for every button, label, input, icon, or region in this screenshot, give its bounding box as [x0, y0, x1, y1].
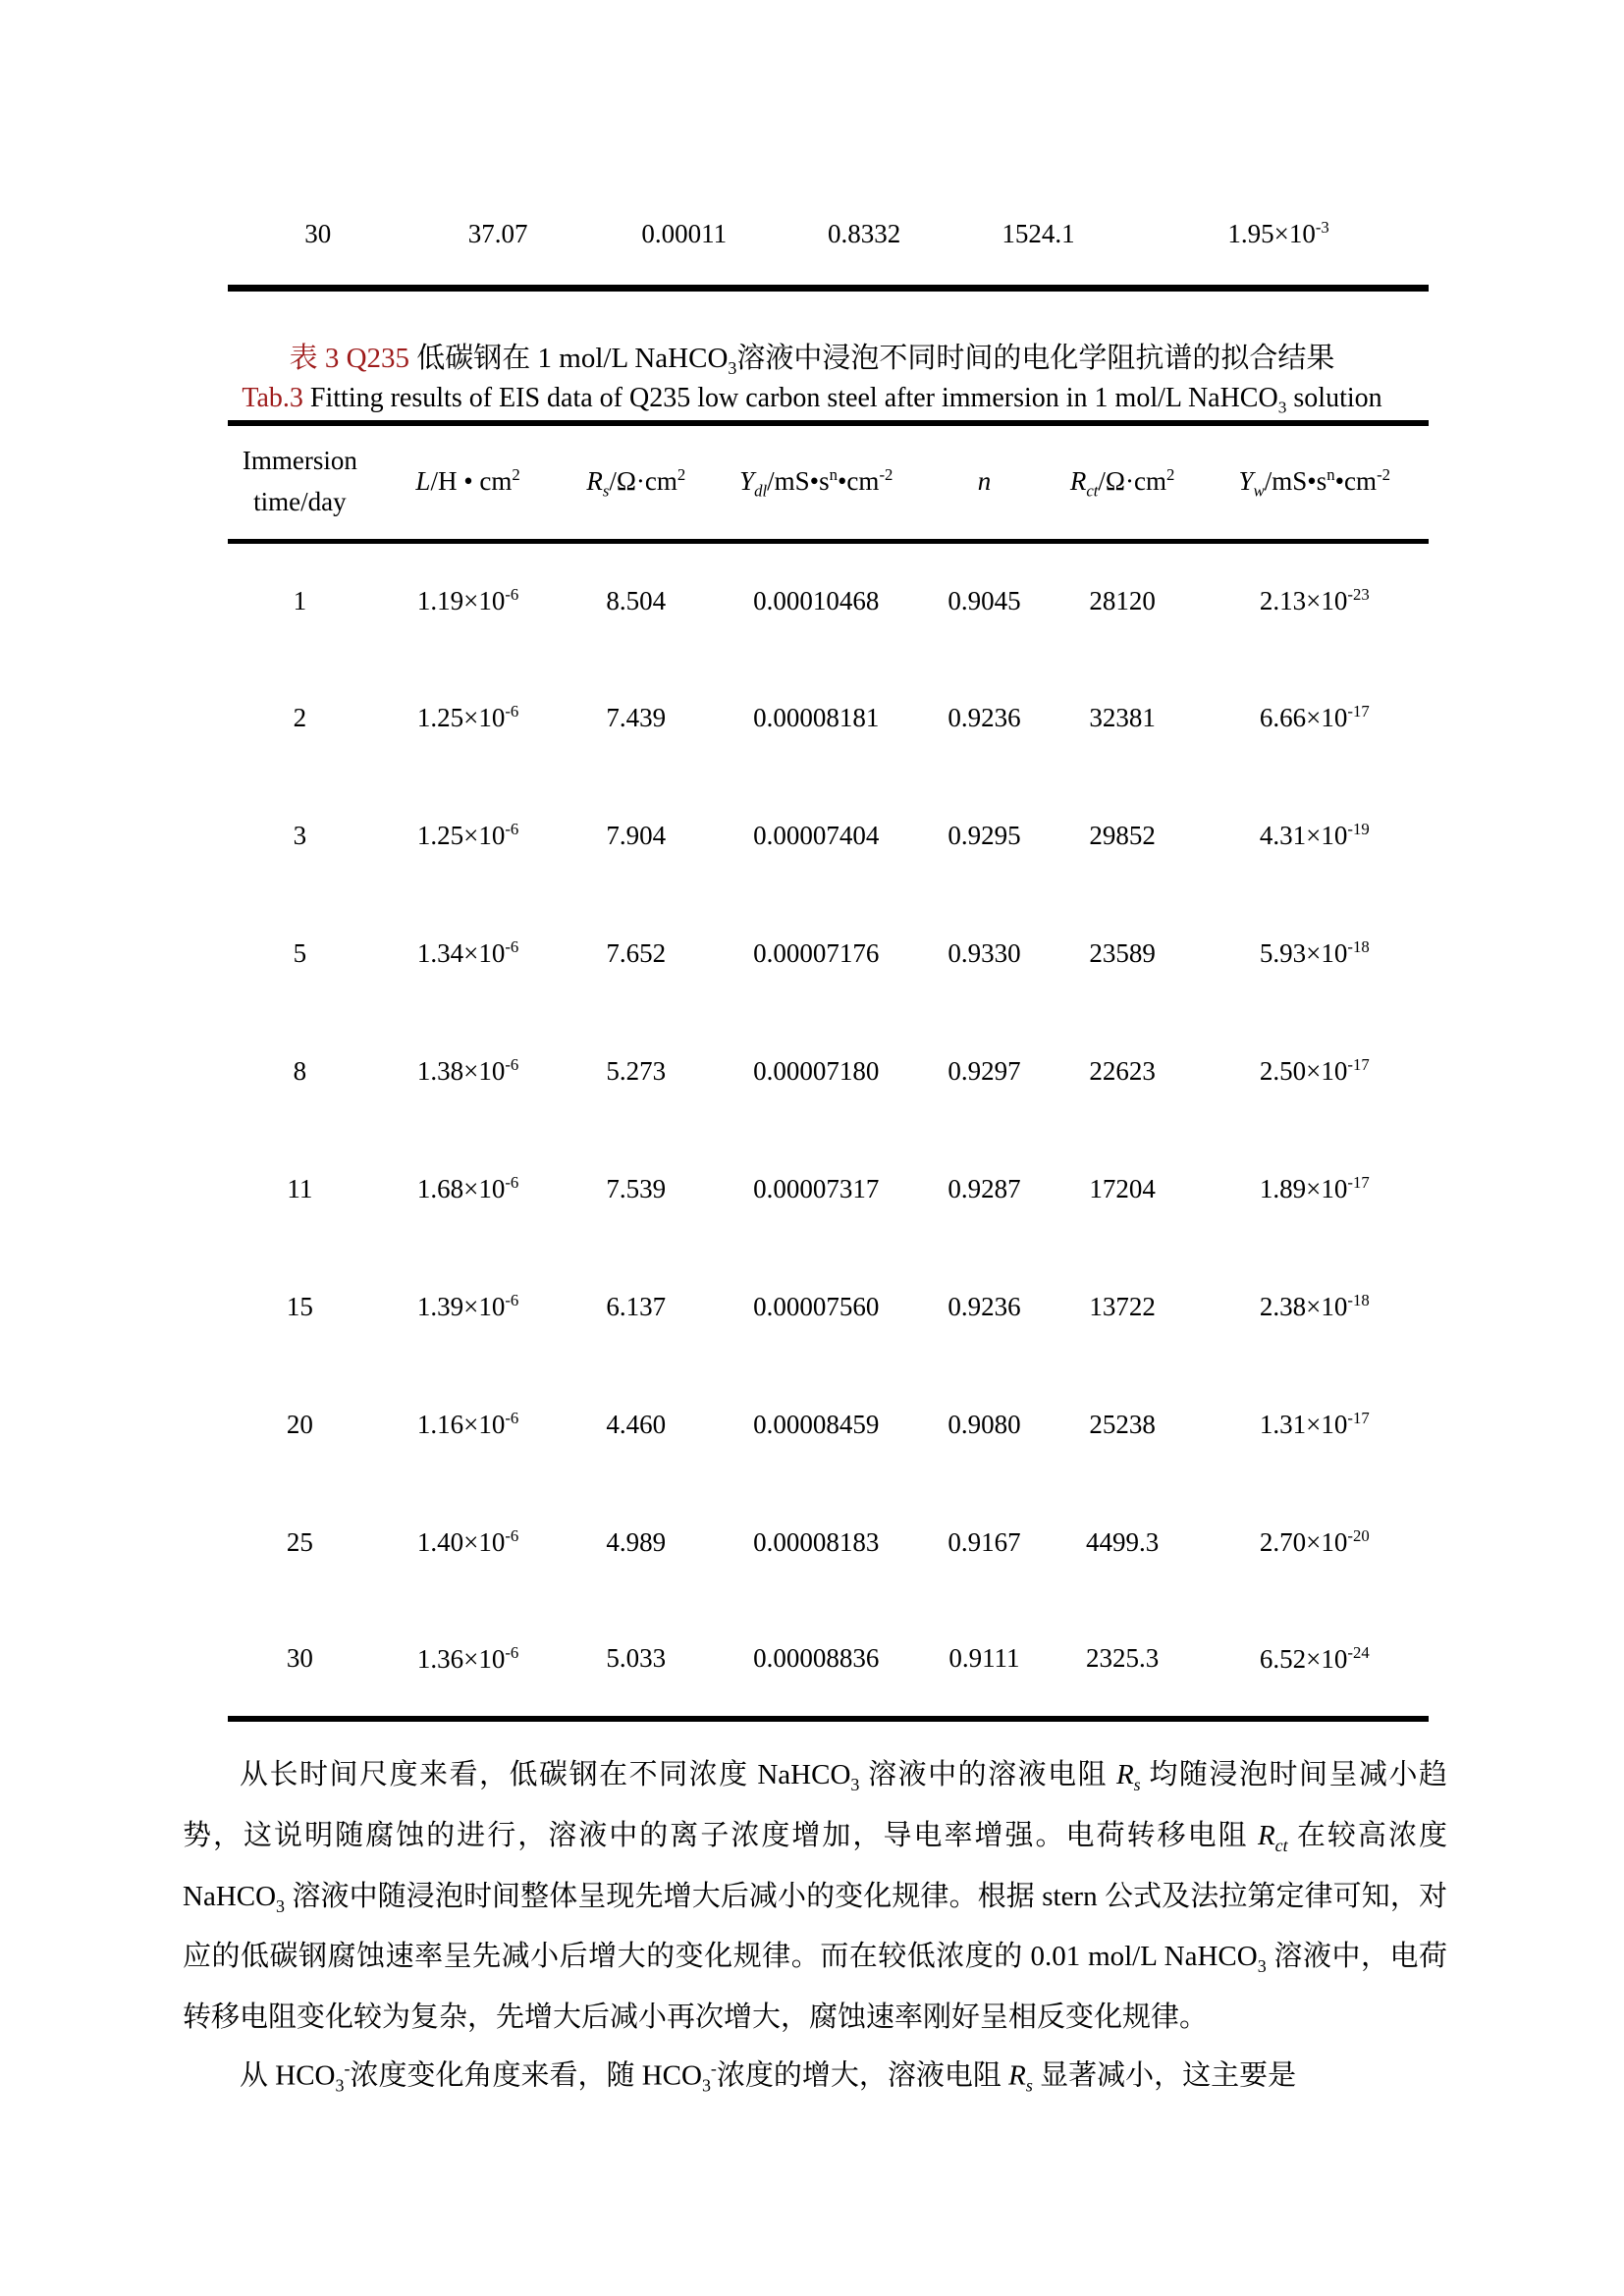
text-segment: 1.25×10 [416, 703, 506, 732]
text-segment: 0.00011 [641, 218, 728, 248]
text-segment: 1.34×10 [416, 938, 506, 968]
text-segment: 11 [287, 1173, 313, 1203]
table-cell [708, 1130, 924, 1248]
text-segment: time/day [253, 487, 347, 517]
text-segment: 7.439 [606, 702, 667, 732]
text-segment: 0.00007317 [753, 1173, 880, 1203]
text-segment: 0.00008459 [753, 1409, 880, 1439]
text-segment: 0.9045 [947, 585, 1021, 615]
text-segment: 2.50×10 [1259, 1056, 1348, 1086]
table-cell [924, 541, 1044, 659]
text-segment: 32381 [1089, 702, 1156, 732]
table-cell [372, 1012, 565, 1130]
text-segment: 2325.3 [1085, 1643, 1160, 1673]
text-segment: 25 [286, 1526, 313, 1557]
text-segment: 1.36×10 [416, 1643, 506, 1674]
text-segment: R [1069, 465, 1087, 496]
text-segment: R [586, 465, 603, 496]
table-cell [708, 1601, 924, 1719]
table-caption-english [0, 383, 1624, 418]
text-segment: 1.39×10 [416, 1292, 506, 1321]
text-segment: n [977, 466, 992, 497]
table-cell [1045, 1248, 1201, 1365]
text-segment: -6 [505, 1173, 519, 1192]
text-segment: -6 [505, 820, 519, 838]
header-solution-resistance [564, 423, 708, 541]
text-segment: L [415, 466, 431, 497]
table-cell [924, 1601, 1044, 1719]
table-row [228, 1365, 1429, 1483]
text-segment: 30 [286, 1643, 313, 1673]
text-segment: 7.539 [606, 1173, 667, 1203]
text-segment: 0.9167 [947, 1526, 1021, 1557]
table-cell [924, 1130, 1044, 1248]
table-cell [708, 894, 924, 1012]
text-segment: 3 [1277, 398, 1287, 417]
text-segment: 4.31×10 [1259, 821, 1348, 850]
text-segment: 低碳钢在 1 mol/L NaHCO [409, 343, 729, 374]
table-cell [564, 1601, 708, 1719]
table-cell [1201, 1483, 1429, 1601]
table-cell [1045, 776, 1201, 894]
text-segment: 2.38×10 [1259, 1292, 1348, 1321]
table-cell [228, 1601, 372, 1719]
table-row [228, 1012, 1429, 1130]
text-segment: 2 [677, 464, 686, 484]
text-segment: 1.40×10 [416, 1527, 506, 1557]
table-cell [228, 1012, 372, 1130]
text-segment: 0.00007560 [753, 1291, 880, 1321]
table-cell [564, 1130, 708, 1248]
text-segment: s [1025, 2075, 1033, 2096]
text-segment: 0.00010468 [753, 585, 880, 615]
table-cell [372, 1601, 565, 1719]
paragraph [183, 2043, 1447, 2110]
table-cell [1045, 1483, 1201, 1601]
text-segment: 17204 [1089, 1173, 1156, 1203]
text-segment: 15 [286, 1291, 313, 1321]
text-segment: 5.033 [606, 1643, 667, 1673]
text-segment: -6 [505, 702, 519, 721]
table-cell [1201, 1601, 1429, 1719]
text-segment: 37.07 [467, 218, 528, 248]
table-cell [1045, 1012, 1201, 1130]
text-segment: -6 [505, 1291, 519, 1309]
text-segment: 1.19×10 [416, 586, 506, 616]
text-segment: 2 [293, 702, 307, 732]
text-segment: Fitting results of EIS data of Q235 low carbon steel after immersion in 1 mol/L NaHCO [302, 383, 1278, 413]
text-segment: 0.00008181 [753, 702, 880, 732]
table-cell [372, 1248, 565, 1365]
text-segment: 3 [850, 1774, 860, 1794]
text-segment: 3 [1257, 1956, 1267, 1977]
table-cell [708, 1365, 924, 1483]
table-caption-chinese [0, 336, 1624, 379]
table-cell [1045, 1601, 1201, 1719]
table-cell [1201, 1248, 1429, 1365]
text-segment: n [829, 464, 838, 484]
text-segment: /mS•s [767, 465, 830, 496]
text-segment: 22623 [1089, 1055, 1156, 1086]
table-cell [1045, 659, 1201, 776]
table-cell [228, 659, 372, 776]
table-cell [1201, 659, 1429, 776]
text-segment: s [1133, 1774, 1141, 1794]
table-cell [1045, 894, 1201, 1012]
text-segment: 6.52×10 [1259, 1643, 1348, 1674]
table-cell [1201, 1365, 1429, 1483]
text-segment: -2 [879, 464, 893, 484]
table-cell [1045, 1365, 1201, 1483]
text-segment: 3 [701, 2075, 711, 2096]
text-segment: 1.68×10 [416, 1174, 506, 1203]
table-header-row [228, 423, 1429, 541]
text-segment: •cm [837, 465, 880, 496]
table-cell [372, 1365, 565, 1483]
text-segment: 5.273 [606, 1055, 667, 1086]
eis-fitting-results-table [228, 420, 1429, 1722]
previous-table-last-row [228, 214, 1429, 253]
table-cell [1201, 1012, 1429, 1130]
text-segment: -3 [1315, 218, 1329, 237]
text-segment: 从 HCO [240, 2059, 336, 2092]
text-segment: ct [1086, 480, 1099, 500]
table-cell [564, 659, 708, 776]
text-segment: -2 [1377, 464, 1391, 484]
table-cell [564, 894, 708, 1012]
text-segment: 25238 [1089, 1409, 1156, 1439]
table-cell [948, 214, 1128, 253]
table-cell [708, 1483, 924, 1601]
table-cell [372, 894, 565, 1012]
table-cell [228, 1483, 372, 1601]
table-cell [924, 894, 1044, 1012]
table-row [228, 659, 1429, 776]
text-segment: 1.95×10 [1227, 219, 1316, 248]
text-segment: 0.00007180 [753, 1055, 880, 1086]
body-text [183, 1749, 1447, 2111]
table-cell [924, 1365, 1044, 1483]
text-segment: R [1008, 2059, 1026, 2092]
table-row [228, 1130, 1429, 1248]
text-segment: solution [1286, 383, 1382, 413]
table-cell [708, 1012, 924, 1130]
text-segment: 1.16×10 [416, 1410, 506, 1439]
table-cell [1128, 214, 1429, 253]
text-segment: 1.89×10 [1259, 1174, 1348, 1203]
text-segment: -24 [1347, 1642, 1370, 1662]
table-cell [228, 1365, 372, 1483]
table-cell [1045, 1130, 1201, 1248]
text-segment: 溶液中浸泡不同时间的电化学阻抗谱的拟合结果 [736, 343, 1335, 374]
text-segment: /H • cm [430, 466, 513, 497]
table-cell [372, 659, 565, 776]
text-segment: n [1326, 464, 1335, 484]
header-charge-transfer-resistance [1045, 423, 1201, 541]
text-segment: w [1253, 480, 1265, 500]
text-segment: 1.25×10 [416, 821, 506, 850]
text-segment: -18 [1347, 937, 1370, 956]
table-cell [372, 541, 565, 659]
table-cell [924, 776, 1044, 894]
text-segment: /Ω·cm [1098, 465, 1166, 496]
table-row [228, 541, 1429, 659]
text-segment: R [1115, 1759, 1134, 1790]
table-cell [228, 894, 372, 1012]
text-segment: 浓度变化角度来看，随 HCO [350, 2059, 702, 2092]
table-cell [407, 214, 587, 253]
table-cell [372, 1483, 565, 1601]
text-segment: -23 [1347, 585, 1370, 605]
text-segment: 2 [1165, 464, 1175, 484]
text-segment: Y [1238, 465, 1254, 496]
text-segment: 1.31×10 [1259, 1410, 1348, 1439]
table-cell [564, 1365, 708, 1483]
table-cell [708, 1248, 924, 1365]
text-segment: Y [739, 465, 755, 496]
text-segment: 8.504 [606, 585, 667, 615]
text-segment: 7.904 [606, 820, 667, 850]
table-cell [564, 1012, 708, 1130]
table-bottom-rule [228, 285, 1429, 292]
text-segment: 2.70×10 [1259, 1527, 1348, 1557]
header-n [924, 423, 1044, 541]
text-segment: 30 [304, 218, 332, 248]
text-segment: 20 [286, 1409, 313, 1439]
text-segment: 0.9236 [947, 1291, 1021, 1321]
text-segment: 0.9297 [947, 1055, 1021, 1086]
text-segment: 1524.1 [1001, 218, 1075, 248]
table-cell [1045, 541, 1201, 659]
text-segment: 浓度的增大，溶液电阻 [716, 2059, 1009, 2092]
text-segment: 显著减小，这主要是 [1032, 2059, 1297, 2092]
text-segment: - [710, 2058, 717, 2079]
text-segment: Immersion [242, 446, 357, 476]
text-segment: -20 [1347, 1526, 1370, 1545]
table-cell [708, 659, 924, 776]
table-row [228, 1483, 1429, 1601]
text-segment: 3 [728, 357, 737, 378]
text-segment: 8 [293, 1055, 307, 1086]
text-segment: 均随浸泡时间呈减小趋势，这说明随腐蚀的进行，溶液中的离子浓度增加，导电率增强。电荷转移电阻 [183, 1759, 1447, 1851]
text-segment: 0.9236 [947, 702, 1021, 732]
text-segment: 29852 [1089, 820, 1156, 850]
header-ydl [708, 423, 924, 541]
table-row [228, 214, 1429, 253]
table-cell [708, 776, 924, 894]
table-row [228, 776, 1429, 894]
text-segment: - [344, 2058, 351, 2079]
text-segment: 3 [293, 820, 307, 850]
text-segment: -19 [1347, 820, 1370, 838]
text-segment: 0.00008836 [753, 1643, 880, 1673]
table-cell [372, 1130, 565, 1248]
text-segment: 4.989 [606, 1526, 667, 1557]
table-cell [564, 1483, 708, 1601]
caption-label: Tab.3 [242, 383, 303, 413]
table-row [228, 894, 1429, 1012]
text-segment: 在较高浓度 NaHCO [183, 1819, 1447, 1912]
text-segment: 0.00007176 [753, 937, 880, 968]
text-segment: 3 [335, 2075, 345, 2096]
table-cell [708, 541, 924, 659]
table-cell [924, 1483, 1044, 1601]
text-segment: 1.38×10 [416, 1056, 506, 1086]
table-cell [1201, 541, 1429, 659]
text-segment: s [602, 480, 610, 500]
table-cell [228, 1130, 372, 1248]
table-cell [1201, 1130, 1429, 1248]
text-segment: 7.652 [606, 937, 667, 968]
table-cell [564, 1248, 708, 1365]
text-segment: -6 [505, 1409, 519, 1427]
table-header [228, 423, 1429, 541]
text-segment: 0.9111 [948, 1643, 1020, 1673]
text-segment: 从长时间尺度来看，低碳钢在不同浓度 NaHCO [240, 1759, 851, 1790]
text-segment: /mS•s [1264, 465, 1327, 496]
text-segment: /Ω·cm [609, 465, 677, 496]
table-cell [1201, 894, 1429, 1012]
text-segment: 溶液中随浸泡时间整体呈现先增大后减小的变化规律。根据 stern 公式及法拉第定律可知，对应的低碳钢腐蚀速率呈先减小后增大的变化规律。而在较低浓度的 0.01 mol/L NaHCO [183, 1880, 1447, 1973]
table-cell [228, 214, 407, 253]
text-segment: R [1257, 1819, 1275, 1851]
text-segment: 4.460 [606, 1409, 667, 1439]
text-segment: dl [754, 480, 768, 500]
text-segment: -6 [505, 937, 519, 956]
table-row [228, 1601, 1429, 1719]
text-segment: 6.66×10 [1259, 703, 1348, 732]
text-segment: 0.8332 [828, 218, 901, 248]
text-segment: 2.13×10 [1259, 586, 1348, 616]
text-segment: -17 [1347, 1409, 1370, 1427]
header-immersion-time [228, 423, 372, 541]
table-cell [228, 776, 372, 894]
text-segment: -6 [505, 1526, 519, 1545]
caption-label: 表 3 Q235 [289, 343, 410, 374]
table-cell [781, 214, 948, 253]
text-segment: 0.00007404 [753, 820, 880, 850]
text-segment: 0.9287 [947, 1173, 1021, 1203]
table-cell [924, 1248, 1044, 1365]
text-segment: 0.9295 [947, 820, 1021, 850]
text-segment: 溶液中的溶液电阻 [859, 1759, 1116, 1790]
text-segment: 1 [293, 585, 307, 615]
text-segment: -6 [505, 585, 519, 605]
table-cell [1201, 776, 1429, 894]
table-cell [228, 541, 372, 659]
text-segment: 5.93×10 [1259, 938, 1348, 968]
table-cell [564, 541, 708, 659]
text-segment: 28120 [1089, 585, 1156, 615]
text-segment: 2 [512, 465, 520, 485]
table-row [228, 1248, 1429, 1365]
text-segment: 0.9080 [947, 1409, 1021, 1439]
table-cell [588, 214, 781, 253]
table-cell [564, 776, 708, 894]
text-segment: 0.00008183 [753, 1526, 880, 1557]
header-inductance [372, 423, 565, 541]
table-cell [924, 659, 1044, 776]
text-segment: ct [1274, 1835, 1288, 1855]
text-segment: 3 [276, 1896, 286, 1916]
text-segment: •cm [1334, 465, 1378, 496]
text-segment: 溶液中，电荷转移电阻变化较为复杂，先增大后减小再次增大，腐蚀速率刚好呈相反变化规律。 [183, 1941, 1447, 2034]
text-segment: -6 [505, 1642, 519, 1662]
table-cell [228, 1248, 372, 1365]
text-segment: -17 [1347, 1173, 1370, 1192]
eis-table-body [228, 541, 1429, 1719]
text-segment: 23589 [1089, 937, 1156, 968]
table-cell [924, 1012, 1044, 1130]
text-segment: -6 [505, 1055, 519, 1074]
header-yw [1201, 423, 1429, 541]
text-segment: 0.9330 [947, 937, 1021, 968]
text-segment: 4499.3 [1085, 1526, 1160, 1557]
text-segment: 13722 [1089, 1291, 1156, 1321]
text-segment: 6.137 [606, 1291, 667, 1321]
table-cell [372, 776, 565, 894]
text-segment: -18 [1347, 1291, 1370, 1309]
text-segment: -17 [1347, 1055, 1370, 1074]
text-segment: -17 [1347, 702, 1370, 721]
paragraph [183, 1749, 1447, 2043]
text-segment: 5 [293, 937, 307, 968]
